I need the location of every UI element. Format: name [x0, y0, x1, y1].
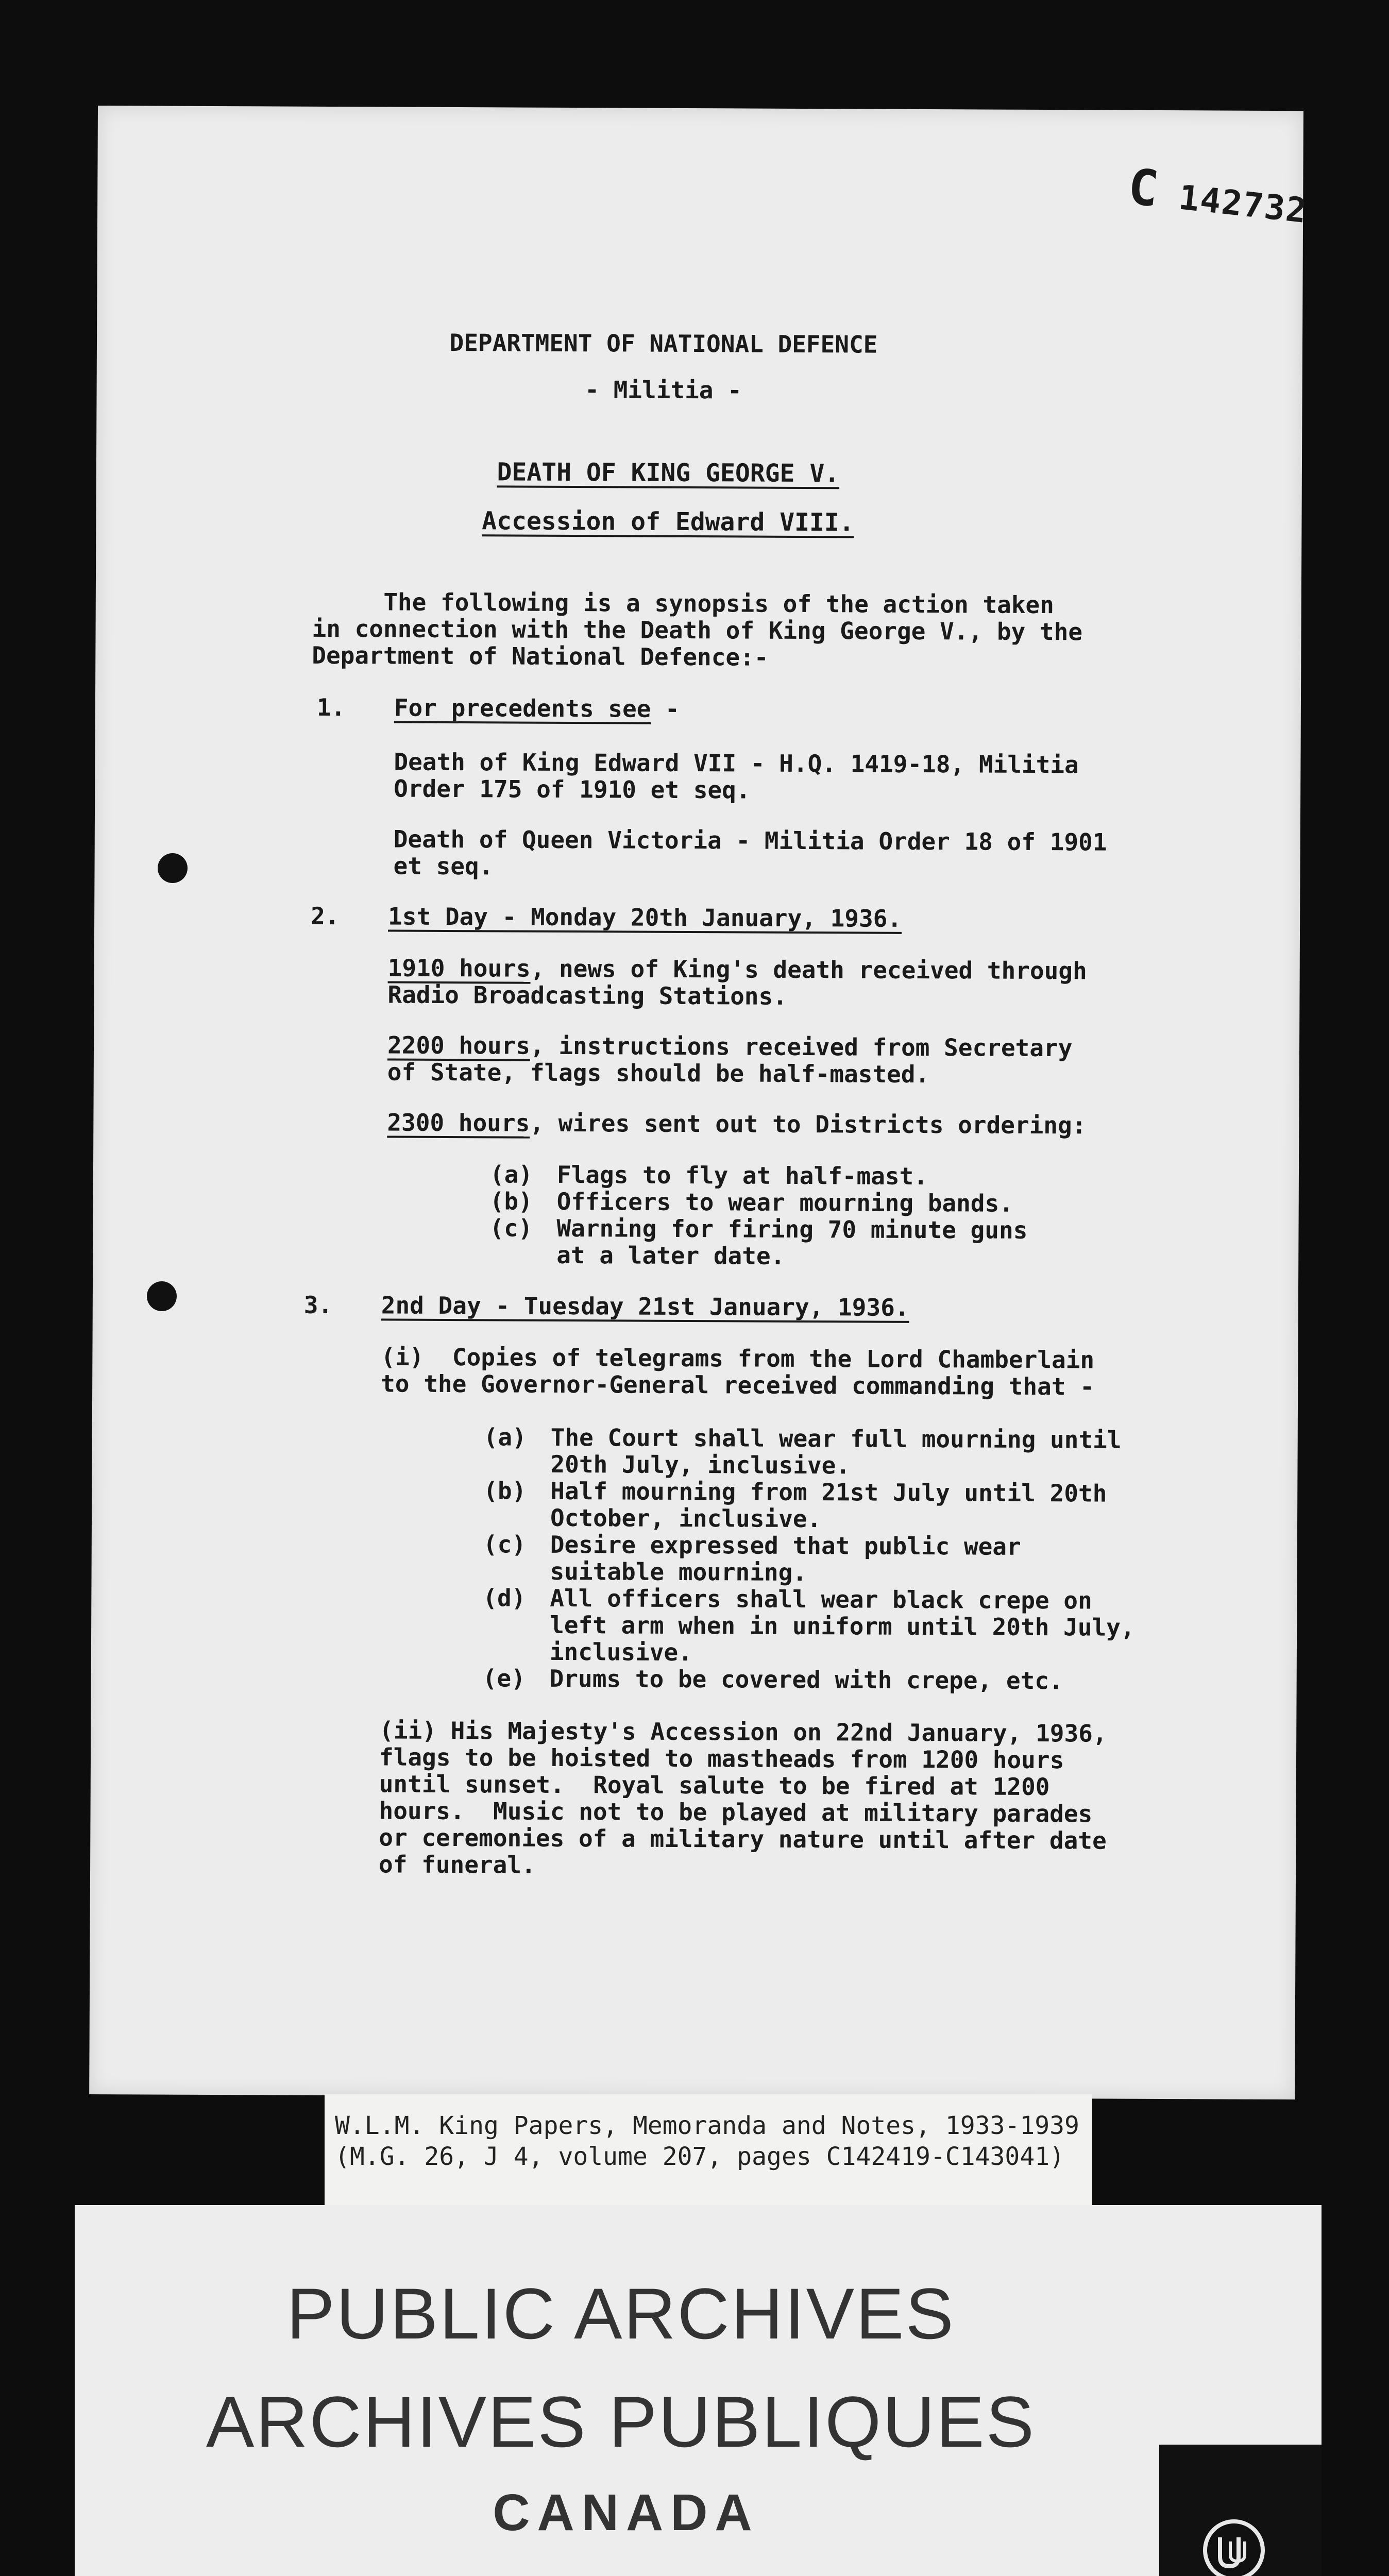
event-line: 2200 hours, instructions received from Secretary: [387, 1031, 1073, 1062]
list-item: at a later date.: [556, 1241, 785, 1270]
intro-line: The following is a synopsis of the action taken: [312, 587, 1055, 619]
department-heading: DEPARTMENT OF NATIONAL DEFENCE: [449, 328, 878, 359]
intro-line: Department of National Defence:-: [312, 641, 769, 671]
paragraph-line: to the Governor-General received commanding that -: [381, 1369, 1095, 1401]
list-label: (c): [483, 1530, 527, 1558]
paragraph-line: et seq.: [393, 852, 494, 880]
paragraph-line: until sunset. Royal salute to be fired at 1200: [379, 1770, 1050, 1801]
list-item: inclusive.: [549, 1637, 692, 1667]
list-item: 20th July, inclusive.: [550, 1450, 851, 1480]
archive-reference-strip: [325, 2094, 1092, 2205]
paragraph-line: Death of King Edward VII - H.Q. 1419-18, Militia: [394, 748, 1079, 779]
archive-logo-icon: [1200, 2517, 1267, 2576]
intro-line: in connection with the Death of King George V., by the: [312, 614, 1083, 646]
list-label: (b): [483, 1477, 527, 1505]
list-item: Flags to fly at half-mast.: [556, 1160, 928, 1191]
section-heading: For precedents see -: [394, 693, 680, 723]
section-heading: 2nd Day - Tuesday 21st January, 1936.: [381, 1291, 909, 1321]
list-item: All officers shall wear black crepe on: [550, 1584, 1092, 1615]
list-item: suitable mourning.: [550, 1557, 807, 1587]
list-label: (a): [489, 1160, 533, 1189]
list-item: October, inclusive.: [550, 1503, 822, 1533]
section-number: 3.: [303, 1291, 333, 1319]
list-label: (b): [489, 1187, 533, 1215]
archive-reference-line: W.L.M. King Papers, Memoranda and Notes, 1933-1939: [335, 2111, 1079, 2140]
section-heading: 1st Day - Monday 20th January, 1936.: [388, 902, 902, 933]
section-number: 2.: [311, 902, 340, 930]
stamp-number: 142732: [1177, 177, 1310, 231]
event-line: Radio Broadcasting Stations.: [387, 980, 788, 1010]
event-line: 1910 hours, news of King's death received through: [387, 954, 1087, 985]
stamp-letter: C: [1125, 157, 1162, 218]
list-item: Drums to be covered with crepe, etc.: [549, 1664, 1063, 1695]
archive-label-line: CANADA: [493, 2484, 759, 2541]
paragraph-line: flags to be hoisted to mastheads from 1200 hours: [379, 1743, 1064, 1774]
section-number: 1.: [316, 693, 346, 722]
list-item: The Court shall wear full mourning until: [550, 1423, 1122, 1454]
list-item: Officers to wear mourning bands.: [556, 1187, 1014, 1217]
list-item: Warning for firing 70 minute guns: [556, 1214, 1028, 1244]
list-item: left arm when in uniform until 20th July,: [550, 1611, 1135, 1641]
list-item: Desire expressed that public wear: [550, 1530, 1021, 1561]
archive-label-card: [75, 2205, 1322, 2576]
document-title: DEATH OF KING GEORGE V.: [497, 457, 840, 488]
paragraph-line: Order 175 of 1910 et seq.: [394, 774, 751, 804]
list-label: (c): [489, 1214, 533, 1242]
document-page: [89, 106, 1310, 2099]
paragraph-line: hours. Music not to be played at military parades: [379, 1797, 1093, 1828]
list-item: Half mourning from 21st July until 20th: [550, 1477, 1107, 1507]
paragraph-line: (i) Copies of telegrams from the Lord Chamberlain: [381, 1343, 1095, 1374]
list-label: (d): [483, 1584, 526, 1612]
archive-label-line: PUBLIC ARCHIVES: [286, 2273, 955, 2354]
paragraph-line: Death of Queen Victoria - Militia Order 18 of 1901: [393, 825, 1107, 856]
paragraph-line: or ceremonies of a military nature until after date: [379, 1823, 1107, 1855]
punch-hole: [147, 1281, 177, 1311]
list-label: (e): [482, 1664, 526, 1692]
archive-label-line: ARCHIVES PUBLIQUES: [206, 2381, 1036, 2462]
event-line: of State, flags should be half-masted.: [387, 1058, 930, 1089]
event-line: 2300 hours, wires sent out to Districts ordering:: [387, 1108, 1087, 1140]
paragraph-line: (ii) His Majesty's Accession on 22nd January, 1936,: [379, 1716, 1107, 1748]
branch-heading: - Militia -: [585, 376, 742, 404]
archive-reference-line: (M.G. 26, J 4, volume 207, pages C142419-C143041): [335, 2142, 1065, 2171]
document-subtitle: Accession of Edward VIII.: [482, 506, 854, 537]
document-stamp-number: [1125, 158, 1311, 234]
list-label: (a): [483, 1423, 527, 1451]
punch-hole: [158, 853, 188, 883]
paragraph-line: of funeral.: [378, 1850, 536, 1879]
